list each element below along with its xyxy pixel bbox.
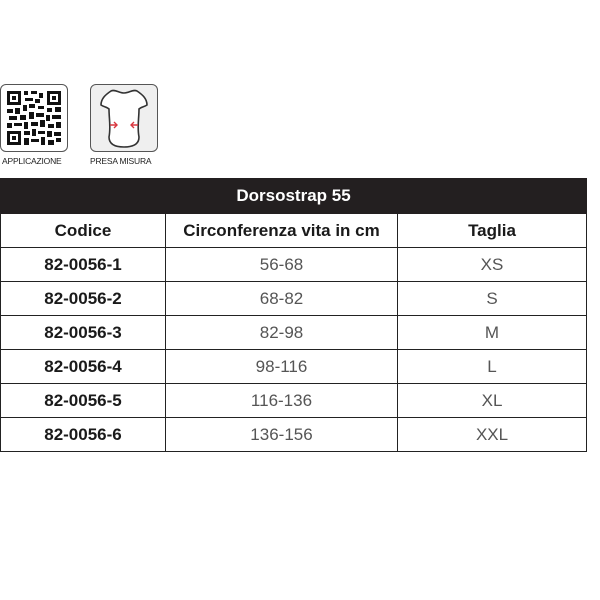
cell-size: L: [398, 350, 587, 384]
table-row: [1, 316, 587, 350]
cell-size: XXL: [398, 418, 587, 452]
cell-code: 82-0056-6: [1, 418, 166, 452]
measure-caption: PRESA MISURA: [90, 156, 152, 166]
table-row: [1, 248, 587, 282]
cell-size: XS: [398, 248, 587, 282]
application-caption: APPLICAZIONE: [2, 156, 62, 166]
cell-size: S: [398, 282, 587, 316]
cell-code: 82-0056-3: [1, 316, 166, 350]
torso-graphic: [91, 85, 157, 151]
cell-circumference: 136-156: [166, 418, 398, 452]
table-header-row: [1, 214, 587, 248]
cell-code: 82-0056-4: [1, 350, 166, 384]
qr-code-graphic: [1, 85, 67, 151]
cell-circumference: 98-116: [166, 350, 398, 384]
cell-code: 82-0056-1: [1, 248, 166, 282]
cell-size: M: [398, 316, 587, 350]
cell-circumference: 116-136: [166, 384, 398, 418]
cell-code: 82-0056-5: [1, 384, 166, 418]
table-title: Dorsostrap 55: [1, 179, 587, 214]
table-row: [1, 384, 587, 418]
header-code: Codice: [1, 214, 166, 248]
header-circumference: Circonferenza vita in cm: [166, 214, 398, 248]
torso-measure-icon: [90, 84, 158, 152]
cell-size: XL: [398, 384, 587, 418]
header-size: Taglia: [398, 214, 587, 248]
table-row: [1, 418, 587, 452]
cell-circumference: 56-68: [166, 248, 398, 282]
qr-code-icon[interactable]: [0, 84, 68, 152]
icon-strip: [0, 84, 200, 170]
cell-circumference: 68-82: [166, 282, 398, 316]
size-table: [0, 178, 587, 452]
table-row: [1, 282, 587, 316]
cell-circumference: 82-98: [166, 316, 398, 350]
table-row: [1, 350, 587, 384]
cell-code: 82-0056-2: [1, 282, 166, 316]
table-title-row: [1, 179, 587, 214]
